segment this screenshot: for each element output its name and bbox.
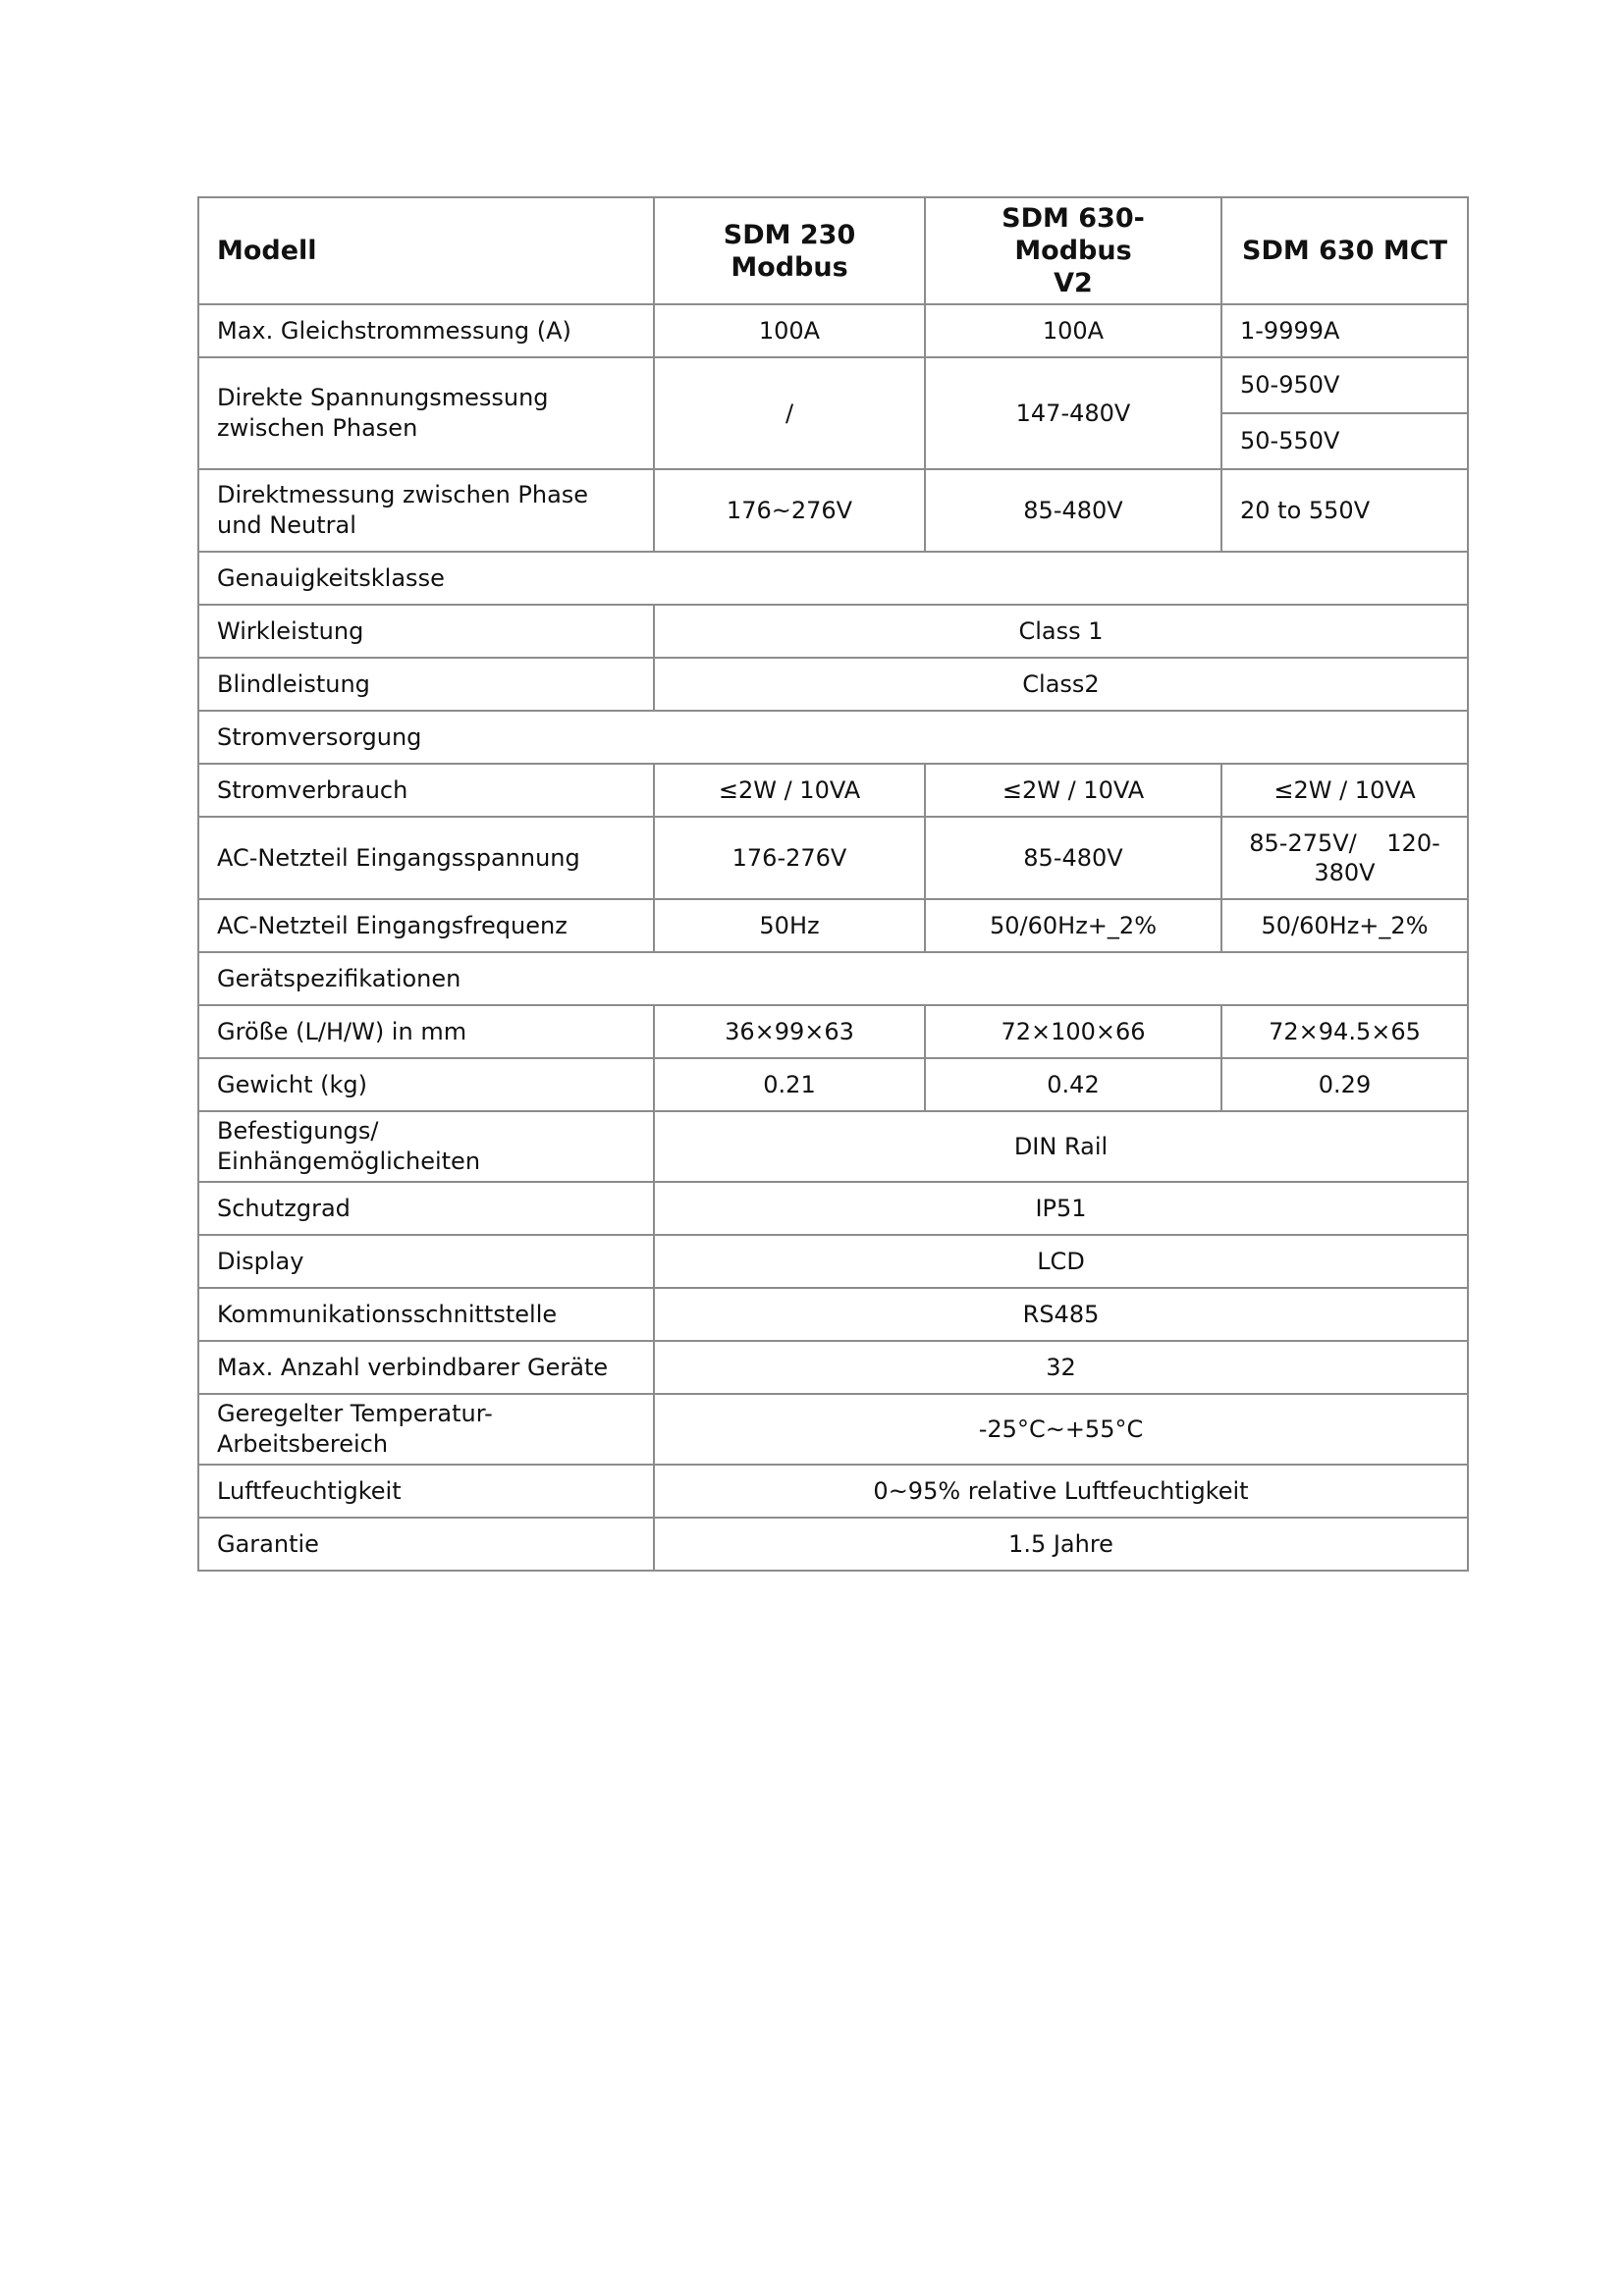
- row-label: Max. Anzahl verbindbarer Geräte: [198, 1341, 654, 1394]
- row-label: Kommunikationsschnittstelle: [198, 1288, 654, 1341]
- row-humidity: [198, 1465, 1468, 1518]
- cell-sdm630-mct: 0.29: [1221, 1058, 1468, 1111]
- section-power-supply: [198, 711, 1468, 764]
- cell-all-models: IP51: [654, 1182, 1468, 1235]
- section-label: Stromversorgung: [198, 711, 1468, 764]
- header-row: [198, 197, 1468, 304]
- row-label: Direkte Spannungsmessung zwischen Phasen: [198, 357, 654, 469]
- row-label: Display: [198, 1235, 654, 1288]
- cell-sdm630-mct-b: 50-550V: [1221, 413, 1468, 469]
- section-label: Gerätspezifikationen: [198, 952, 1468, 1005]
- section-accuracy: [198, 552, 1468, 605]
- header-sdm630-modbus-line1: SDM 630-Modbus: [1001, 203, 1145, 266]
- row-display: [198, 1235, 1468, 1288]
- row-protection: [198, 1182, 1468, 1235]
- row-ac-input-voltage: [198, 817, 1468, 899]
- cell-sdm630-modbus: 0.42: [925, 1058, 1221, 1111]
- row-active-power: [198, 605, 1468, 658]
- cell-sdm630-mct: 20 to 550V: [1221, 469, 1468, 552]
- header-sdm630-mct: SDM 630 MCT: [1221, 197, 1468, 304]
- cell-sdm630-mct: 72×94.5×65: [1221, 1005, 1468, 1058]
- row-reactive-power: [198, 658, 1468, 711]
- cell-all-models: 0~95% relative Luftfeuchtigkeit: [654, 1465, 1468, 1518]
- cell-all-models: Class 1: [654, 605, 1468, 658]
- cell-sdm230: 0.21: [654, 1058, 925, 1111]
- cell-sdm630-mct-a: 50-950V: [1221, 357, 1468, 413]
- row-dc-measure: [198, 304, 1468, 357]
- cell-all-models: 1.5 Jahre: [654, 1518, 1468, 1571]
- cell-sdm630-mct-line1: 85-275V/ 120-: [1249, 829, 1440, 857]
- cell-sdm230: 176~276V: [654, 469, 925, 552]
- row-label: Luftfeuchtigkeit: [198, 1465, 654, 1518]
- cell-sdm230: 176-276V: [654, 817, 925, 899]
- cell-all-models: LCD: [654, 1235, 1468, 1288]
- row-label: Garantie: [198, 1518, 654, 1571]
- cell-sdm630-mct: ≤2W / 10VA: [1221, 764, 1468, 817]
- section-device-spec: [198, 952, 1468, 1005]
- row-phase-voltage: [198, 357, 1468, 413]
- cell-sdm630-mct: 50/60Hz+_2%: [1221, 899, 1468, 952]
- row-temperature: [198, 1394, 1468, 1465]
- cell-sdm630-modbus: 72×100×66: [925, 1005, 1221, 1058]
- row-label: Max. Gleichstrommessung (A): [198, 304, 654, 357]
- row-label: Direktmessung zwischen Phase und Neutral: [198, 469, 654, 552]
- row-label: AC-Netzteil Eingangsfrequenz: [198, 899, 654, 952]
- cell-all-models: RS485: [654, 1288, 1468, 1341]
- row-weight: [198, 1058, 1468, 1111]
- row-label: Gewicht (kg): [198, 1058, 654, 1111]
- row-warranty: [198, 1518, 1468, 1571]
- cell-sdm630-mct: [1221, 817, 1468, 899]
- row-phase-neutral: [198, 469, 1468, 552]
- row-max-devices: [198, 1341, 1468, 1394]
- spec-table: [197, 196, 1469, 1572]
- cell-sdm230: /: [654, 357, 925, 469]
- cell-sdm630-modbus: 85-480V: [925, 817, 1221, 899]
- cell-all-models: Class2: [654, 658, 1468, 711]
- row-label: Stromverbrauch: [198, 764, 654, 817]
- cell-sdm630-mct-line2: 380V: [1314, 859, 1376, 886]
- cell-sdm630-modbus: 100A: [925, 304, 1221, 357]
- cell-sdm230: 36×99×63: [654, 1005, 925, 1058]
- row-interface: [198, 1288, 1468, 1341]
- row-label: Schutzgrad: [198, 1182, 654, 1235]
- cell-all-models: DIN Rail: [654, 1111, 1468, 1182]
- row-label: Blindleistung: [198, 658, 654, 711]
- cell-sdm630-modbus: 147-480V: [925, 357, 1221, 469]
- row-size: [198, 1005, 1468, 1058]
- header-sdm230-line1: SDM 230: [723, 219, 856, 250]
- header-sdm230-line2: Modbus: [731, 251, 848, 283]
- section-label: Genauigkeitsklasse: [198, 552, 1468, 605]
- row-label: Wirkleistung: [198, 605, 654, 658]
- cell-sdm630-modbus: 50/60Hz+_2%: [925, 899, 1221, 952]
- header-sdm630-modbus: [925, 197, 1221, 304]
- cell-sdm630-mct: 1-9999A: [1221, 304, 1468, 357]
- cell-sdm630-modbus: 85-480V: [925, 469, 1221, 552]
- header-sdm230: [654, 197, 925, 304]
- cell-all-models: -25°C~+55°C: [654, 1394, 1468, 1465]
- row-consumption: [198, 764, 1468, 817]
- row-label: AC-Netzteil Eingangsspannung: [198, 817, 654, 899]
- cell-sdm630-modbus: ≤2W / 10VA: [925, 764, 1221, 817]
- cell-all-models: 32: [654, 1341, 1468, 1394]
- cell-sdm230: ≤2W / 10VA: [654, 764, 925, 817]
- row-label: Größe (L/H/W) in mm: [198, 1005, 654, 1058]
- cell-sdm230: 50Hz: [654, 899, 925, 952]
- row-ac-input-frequency: [198, 899, 1468, 952]
- row-label: Befestigungs/ Einhängemöglicheiten: [198, 1111, 654, 1182]
- header-sdm630-modbus-line2: V2: [1054, 268, 1093, 298]
- cell-sdm230: 100A: [654, 304, 925, 357]
- row-label: Geregelter Temperatur-Arbeitsbereich: [198, 1394, 654, 1465]
- row-mounting: [198, 1111, 1468, 1182]
- header-model-label: Modell: [198, 197, 654, 304]
